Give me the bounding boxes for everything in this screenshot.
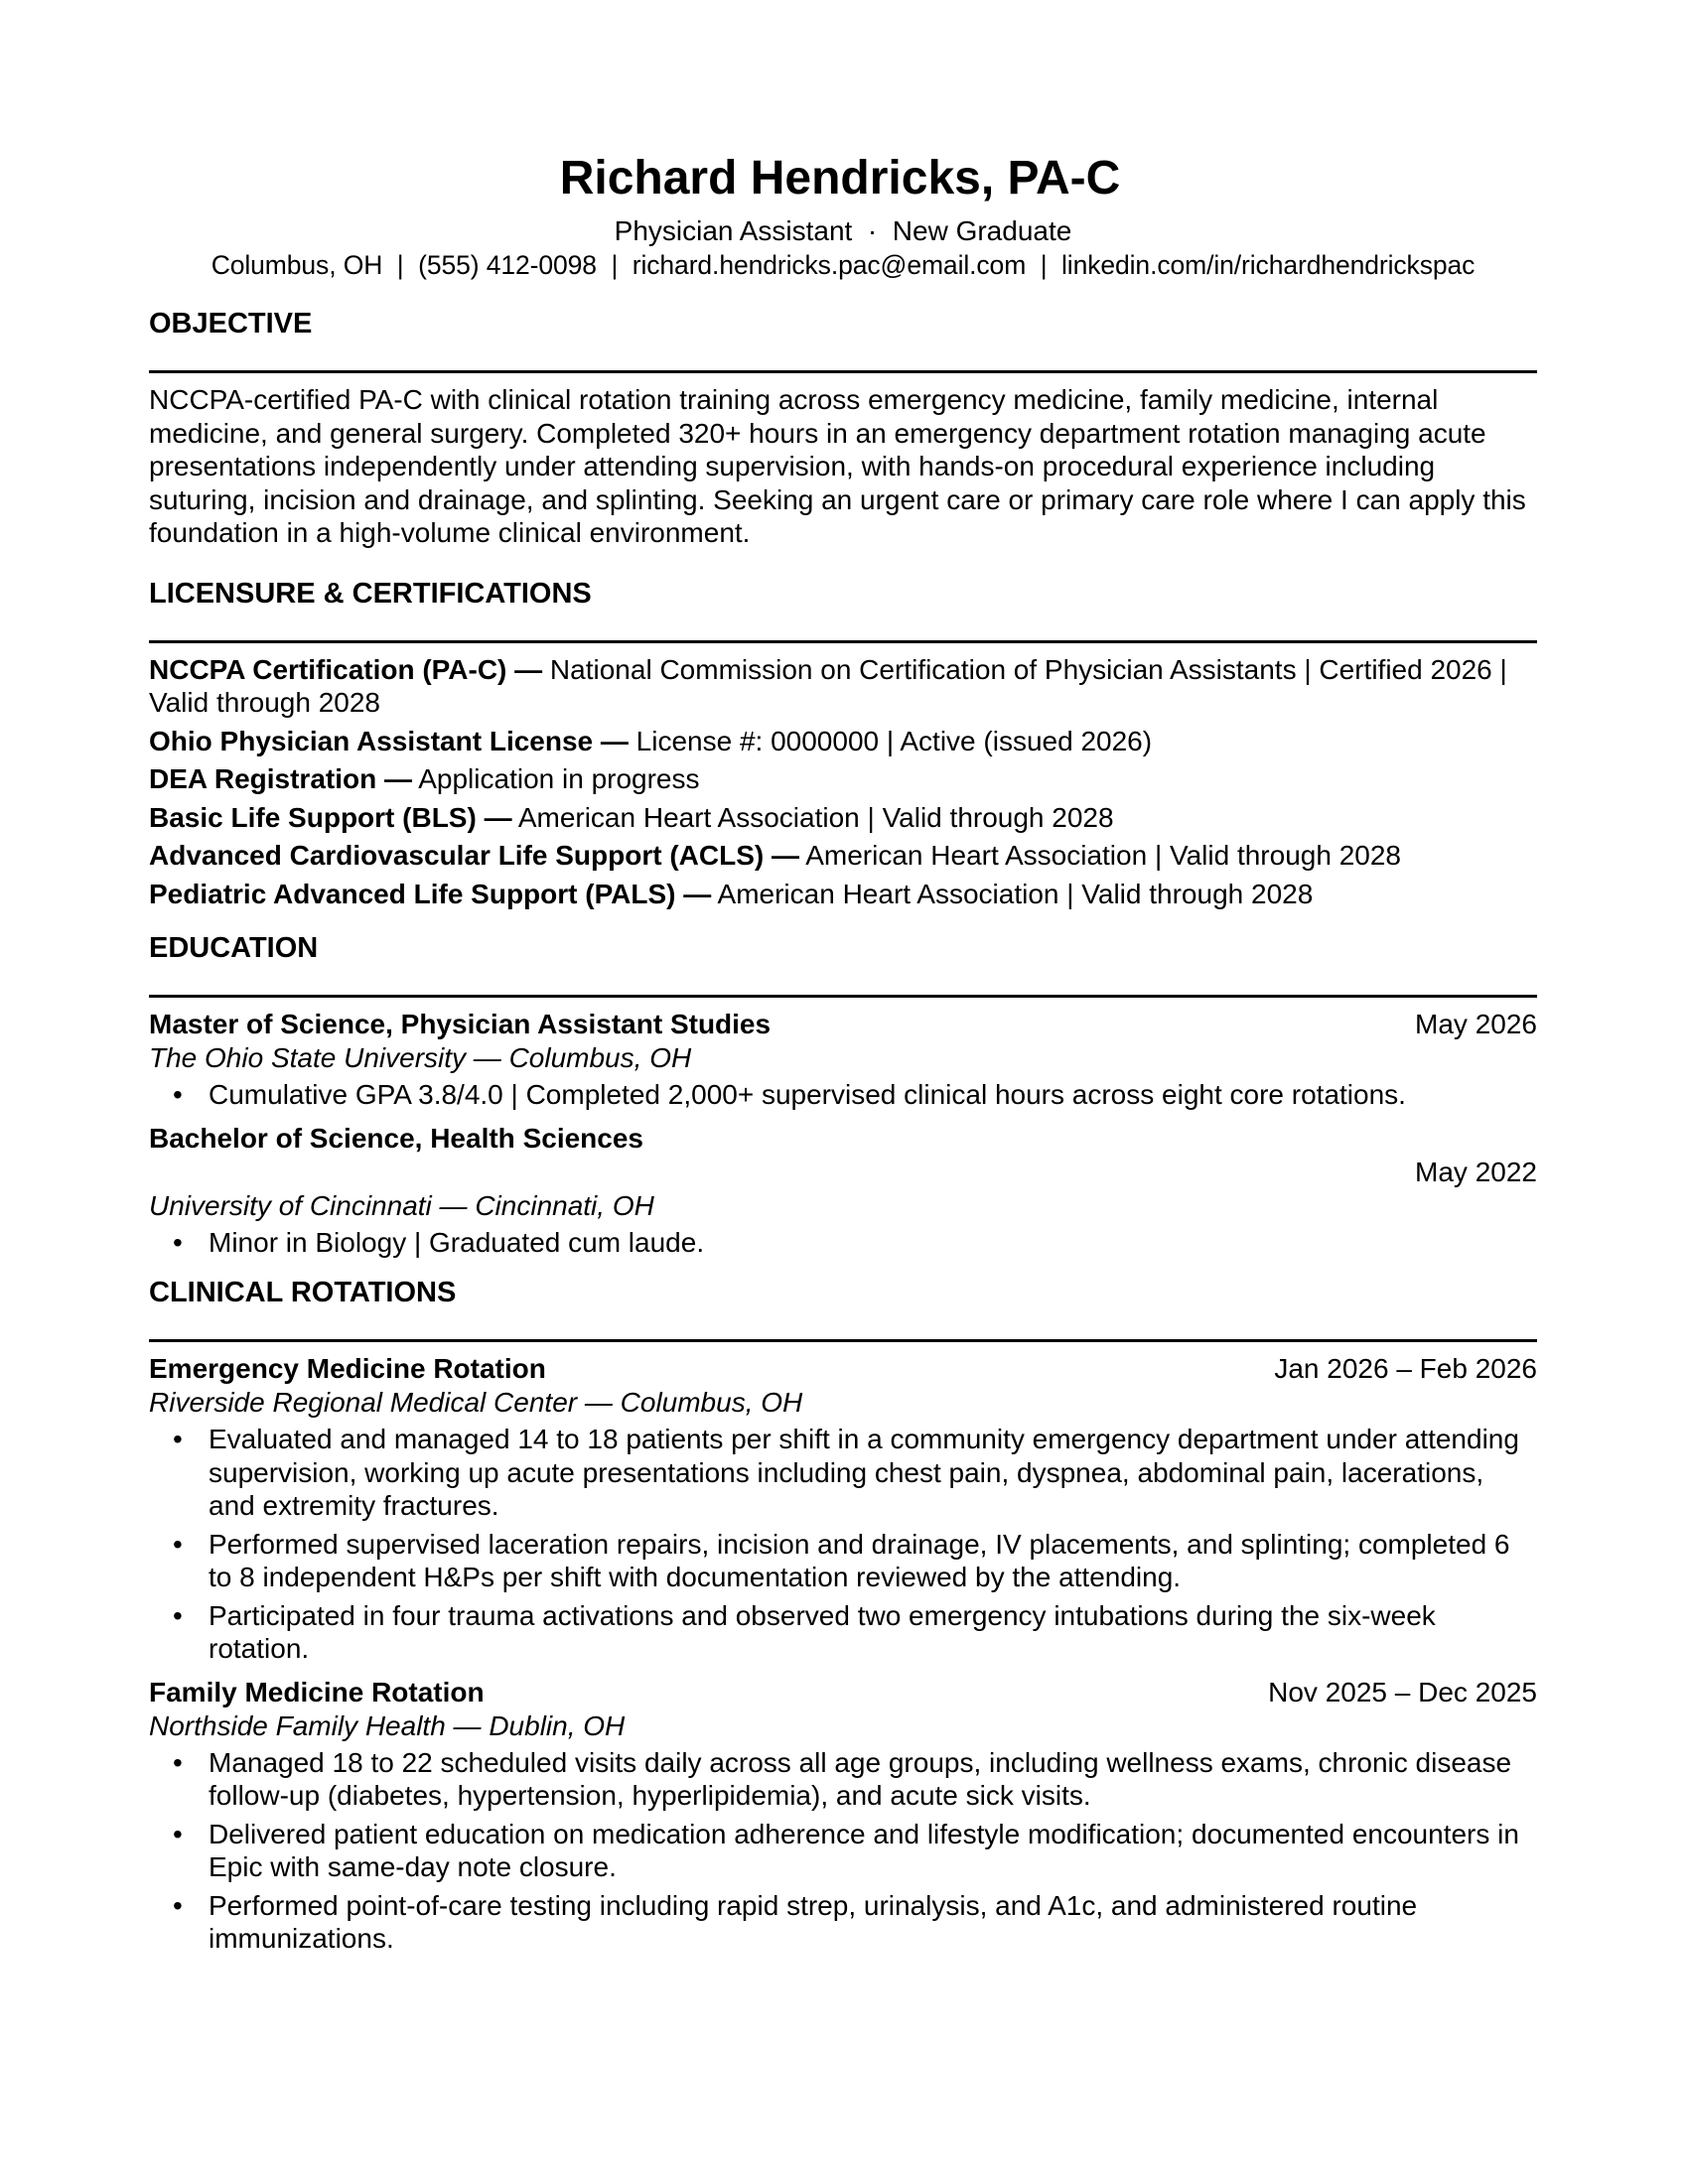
certification-item xyxy=(149,762,1537,796)
bullet-text: Performed point-of-care testing including rapid strep, urinalysis, and A1c, and administered routine immunizations. xyxy=(209,1889,1418,1954)
certification-title: Ohio Physician Assistant License — xyxy=(149,725,629,756)
education-section xyxy=(149,928,1537,1259)
education-entry xyxy=(149,1122,1537,1260)
certification-item xyxy=(149,801,1537,835)
rotation-entry-header xyxy=(149,1352,1537,1386)
rotation-site: Northside Family Health — Dublin, OH xyxy=(149,1709,626,1741)
education-entry xyxy=(149,1008,1537,1112)
rotation-entry xyxy=(149,1352,1537,1666)
certification-title: NCCPA Certification (PA-C) — xyxy=(149,653,543,685)
rotation-title: Emergency Medicine Rotation xyxy=(149,1353,546,1384)
degree-title: Bachelor of Science, Health Sciences xyxy=(149,1122,643,1154)
certification-item xyxy=(149,839,1537,873)
certification-detail: License #: 0000000 | Active (issued 2026) xyxy=(628,725,1153,756)
list-item: • Performed supervised laceration repairs, incision and drainage, IV placements, and splinting; completed 6 to 8 independent H&Ps per shift with documentation reviewed by the attending. xyxy=(173,1528,1510,1592)
candidate-subtitle: Physician Assistant · New Graduate xyxy=(614,215,1072,246)
certification-detail: American Heart Association | Valid through 2028 xyxy=(711,878,1314,909)
certification-title: Basic Life Support (BLS) — xyxy=(149,801,512,833)
rotation-site: Riverside Regional Medical Center — Columbus, OH xyxy=(149,1387,803,1418)
certification-list xyxy=(149,653,1537,911)
section-divider xyxy=(149,1339,1537,1342)
rotation-entry-header xyxy=(149,1676,1537,1709)
contact-line: Columbus, OH | (555) 412-0098 | richard.hendricks.pac@email.com | linkedin.com/in/richardhendrickspac xyxy=(211,250,1476,280)
licensure-section xyxy=(149,574,1537,911)
rotation-date: Jan 2026 – Feb 2026 xyxy=(1274,1353,1537,1384)
candidate-name: Richard Hendricks, PA-C xyxy=(559,152,1121,205)
bullet-text: Performed supervised laceration repairs, incision and drainage, IV placements, and splinting; completed 6 to 8 independent H&Ps per shift with documentation reviewed by the attending. xyxy=(209,1528,1510,1592)
resume-page xyxy=(149,147,1537,1966)
list-item: • Evaluated and managed 14 to 18 patients per shift in a community emergency department under attending supervision, working up acute presentations including chest pain, dyspnea, abdominal pain, lacerations, and extremity fractures. xyxy=(173,1424,1519,1521)
section-divider xyxy=(149,995,1537,998)
rotations-section xyxy=(149,1273,1537,1956)
education-bullets xyxy=(149,1226,1537,1260)
rotations-heading: CLINICAL ROTATIONS xyxy=(149,1277,457,1308)
rotation-entry xyxy=(149,1676,1537,1956)
list-item: • Minor in Biology | Graduated cum laude. xyxy=(173,1226,705,1258)
certification-detail: National Commission on Certification of Physician Assistants | Certified 2026 | Valid through 2028 xyxy=(149,653,1507,718)
objective-section xyxy=(149,304,1537,550)
rotation-title: Family Medicine Rotation xyxy=(149,1676,485,1707)
objective-heading: OBJECTIVE xyxy=(149,308,313,340)
section-divider xyxy=(149,640,1537,643)
bullet-text: Evaluated and managed 14 to 18 patients per shift in a community emergency department under attending supervision, working up acute presentations including chest pain, dyspnea, abdominal pain, lacerations, and extremity fractures. xyxy=(209,1424,1519,1521)
education-date: May 2022 xyxy=(1415,1156,1537,1187)
certification-item xyxy=(149,725,1537,758)
education-heading: EDUCATION xyxy=(149,932,319,964)
certification-item xyxy=(149,878,1537,911)
certification-item xyxy=(149,653,1537,720)
rotation-date: Nov 2025 – Dec 2025 xyxy=(1268,1676,1537,1707)
list-item: • Participated in four trauma activations and observed two emergency intubations during the six-week rotation. xyxy=(173,1599,1436,1664)
degree-title: Master of Science, Physician Assistant Studies xyxy=(149,1009,772,1039)
bullet-text: Managed 18 to 22 scheduled visits daily across all age groups, including wellness exams, chronic disease follow-up (diabetes, hypertension, hyperlipidemia), and acute sick visits. xyxy=(209,1746,1512,1811)
certification-title: Advanced Cardiovascular Life Support (ACLS) — xyxy=(149,840,799,871)
bullet-text: Minor in Biology | Graduated cum laude. xyxy=(209,1226,705,1258)
education-entry-header xyxy=(149,1008,1537,1041)
certification-title: DEA Registration — xyxy=(149,763,412,794)
list-item: • Delivered patient education on medication adherence and lifestyle modification; documented encounters in Epic with same-day note closure. xyxy=(173,1818,1519,1882)
education-bullets xyxy=(149,1078,1537,1112)
certification-detail: Application in progress xyxy=(412,763,700,794)
certification-detail: American Heart Association | Valid through 2028 xyxy=(511,801,1114,833)
bullet-text: Cumulative GPA 3.8/4.0 | Completed 2,000+ supervised clinical hours across eight core rotations. xyxy=(209,1079,1406,1110)
education-entry-header xyxy=(149,1122,1537,1156)
certification-detail: American Heart Association | Valid through 2028 xyxy=(799,840,1401,871)
list-item: • Cumulative GPA 3.8/4.0 | Completed 2,000+ supervised clinical hours across eight core rotations. xyxy=(173,1079,1406,1110)
bullet-text: Participated in four trauma activations and observed two emergency intubations during the six-week rotation. xyxy=(209,1599,1436,1664)
rotation-bullets xyxy=(149,1746,1537,1956)
section-divider xyxy=(149,370,1537,373)
list-item: • Performed point-of-care testing including rapid strep, urinalysis, and A1c, and administered routine immunizations. xyxy=(173,1889,1418,1954)
education-date: May 2026 xyxy=(1415,1009,1537,1039)
rotation-bullets xyxy=(149,1423,1537,1666)
school-name: The Ohio State University — Columbus, OH xyxy=(149,1042,692,1073)
school-name: University of Cincinnati — Cincinnati, OH xyxy=(149,1189,654,1221)
bullet-text: Delivered patient education on medication adherence and lifestyle modification; documented encounters in Epic with same-day note closure. xyxy=(209,1818,1519,1882)
list-item: • Managed 18 to 22 scheduled visits daily across all age groups, including wellness exams, chronic disease follow-up (diabetes, hypertension, hyperlipidemia), and acute sick visits. xyxy=(173,1746,1512,1811)
licensure-heading: LICENSURE & CERTIFICATIONS xyxy=(149,577,592,610)
certification-title: Pediatric Advanced Life Support (PALS) — xyxy=(149,878,712,909)
objective-text: NCCPA-certified PA-C with clinical rotation training across emergency medicine, family medicine, internal medicine, and general surgery. Completed 320+ hours in an emergency department rotation managing acute presentations independently under attending supervision, with hands-on procedural experience including suturing, incision and drainage, and splinting. Seeking an urgent care or primary care role where I can apply this foundation in a high-volume clinical environment. xyxy=(149,384,1526,548)
